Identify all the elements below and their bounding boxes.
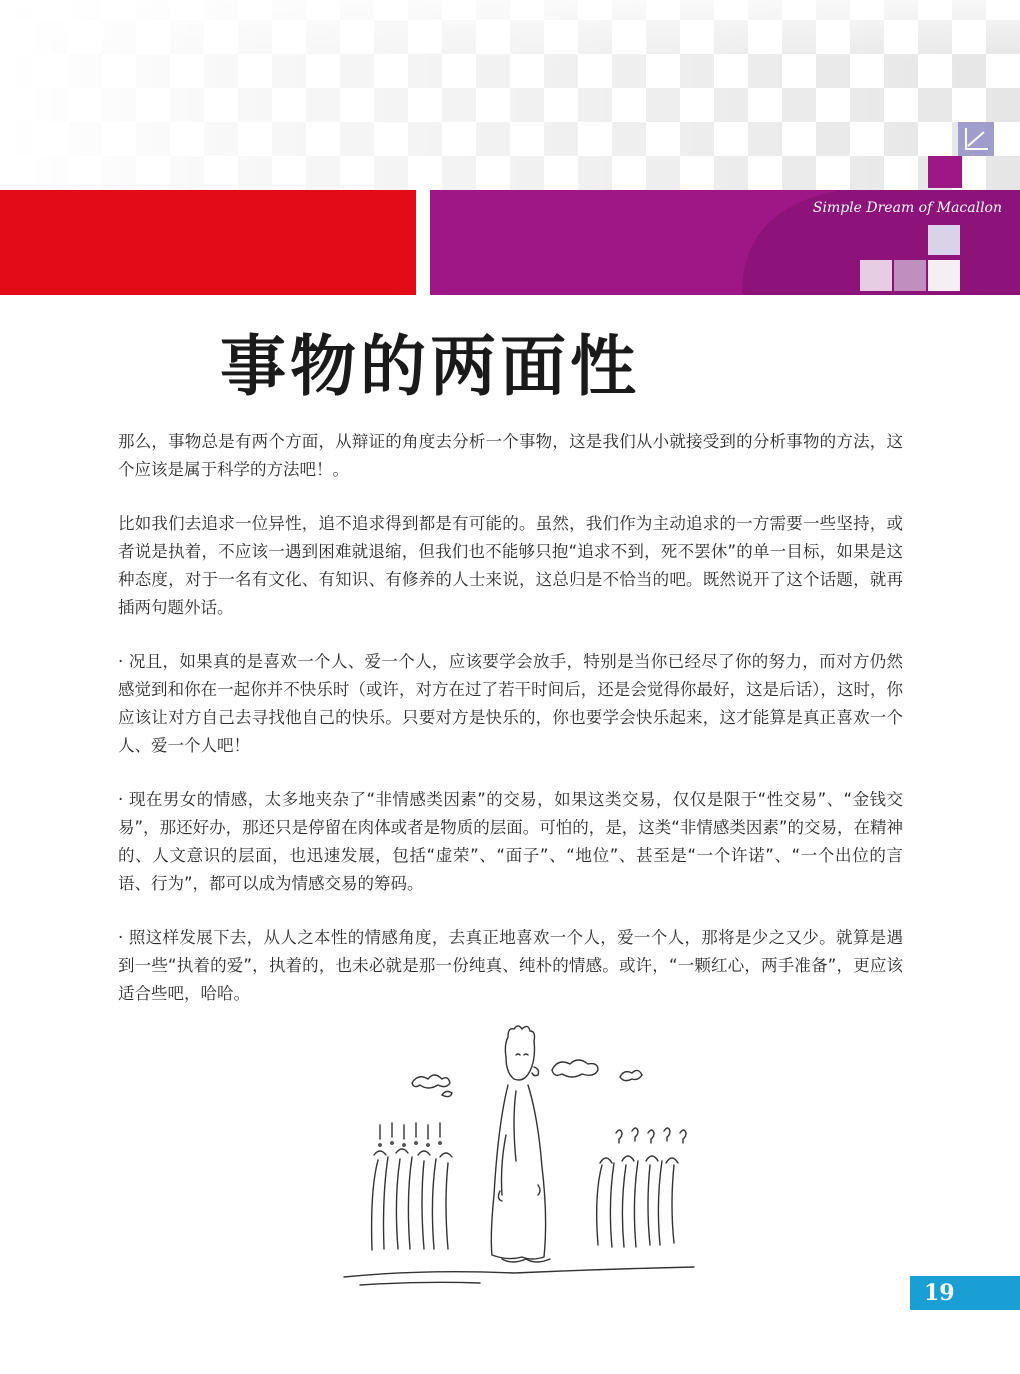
page-number: 19 — [910, 1276, 1020, 1310]
ground-line — [344, 1267, 694, 1277]
left-crowd — [372, 1123, 452, 1250]
header-light-tile-4 — [928, 260, 960, 291]
cloud-small — [442, 1091, 452, 1096]
cloud-left — [412, 1075, 450, 1088]
paragraph-1: 那么，事物总是有两个方面，从辩证的角度去分析一个事物，这是我们从小就接受到的分析事物的方法，这个应该是属于科学的方法吧！。 — [118, 432, 903, 479]
paragraph-2: 比如我们去追求一位异性，追不追求得到都是有可能的。虽然，我们作为主动追求的一方需要一些坚持，或者说是执着，不应该一遇到困难就退缩，但我们也不能够只抱“追求不到，死不罢休”的单一目标，如果是这种态度，对于一名有文化、有知识、有修养的人士来说，这总归是不恰当的吧。既然说开了这个话题，就再插两句题外话。 — [118, 514, 903, 617]
man-head — [505, 1026, 534, 1080]
header-light-tile-3 — [894, 260, 926, 291]
article-body — [118, 428, 903, 1034]
header-checker-pattern — [0, 0, 1020, 190]
header-purple-square — [928, 156, 962, 188]
right-crowd — [597, 1128, 686, 1247]
cloud-mid — [552, 1060, 598, 1077]
chart-corner-icon — [958, 122, 994, 156]
sketch-illustration — [330, 1015, 710, 1290]
header-light-tile-2 — [860, 260, 892, 291]
page-title: 事物的两面性 — [220, 328, 640, 405]
paragraph-3: · 况且，如果真的是喜欢一个人、爱一个人，应该要学会放手，特别是当你已经尽了你的努力，而对方仍然感觉到和你在一起你并不快乐时（或许，对方在过了若干时间后，还是会觉得你最好，这是后话），这时，你应该让对方自己去寻找他自己的快乐。只要对方是快乐的，你也要学会快乐起来，这才能算是真正喜欢一个人、爱一个人吧！ — [118, 652, 903, 755]
paragraph-5: · 照这样发展下去，从人之本性的情感角度，去真正地喜欢一个人，爱一个人，那将是少之又少。就算是遇到一些“执着的爱”，执着的，也未必就是那一份纯真、纯朴的情感。或许，“一颗红心，两手准备”，更应该适合些吧，哈哈。 — [118, 928, 903, 1003]
cloud-right — [620, 1070, 642, 1080]
man-body — [491, 1085, 545, 1259]
brand-title: Simple Dream of Macallon — [812, 200, 1002, 216]
header-red-band — [0, 190, 416, 295]
header-light-tile-1 — [928, 225, 960, 255]
paragraph-4: · 现在男女的情感，太多地夹杂了“非情感类因素”的交易，如果这类交易，仅仅是限于“性交易”、“金钱交易”，那还好办，那还只是停留在肉体或者是物质的层面。可怕的，是，这类“非情感类因素”的交易，在精神的、人文意识的层面，也迅速发展，包括“虚荣”、“面子”、“地位”、甚至是“一个许诺”、“一个出位的言语、行为”，都可以成为情感交易的筹码。 — [118, 790, 903, 893]
